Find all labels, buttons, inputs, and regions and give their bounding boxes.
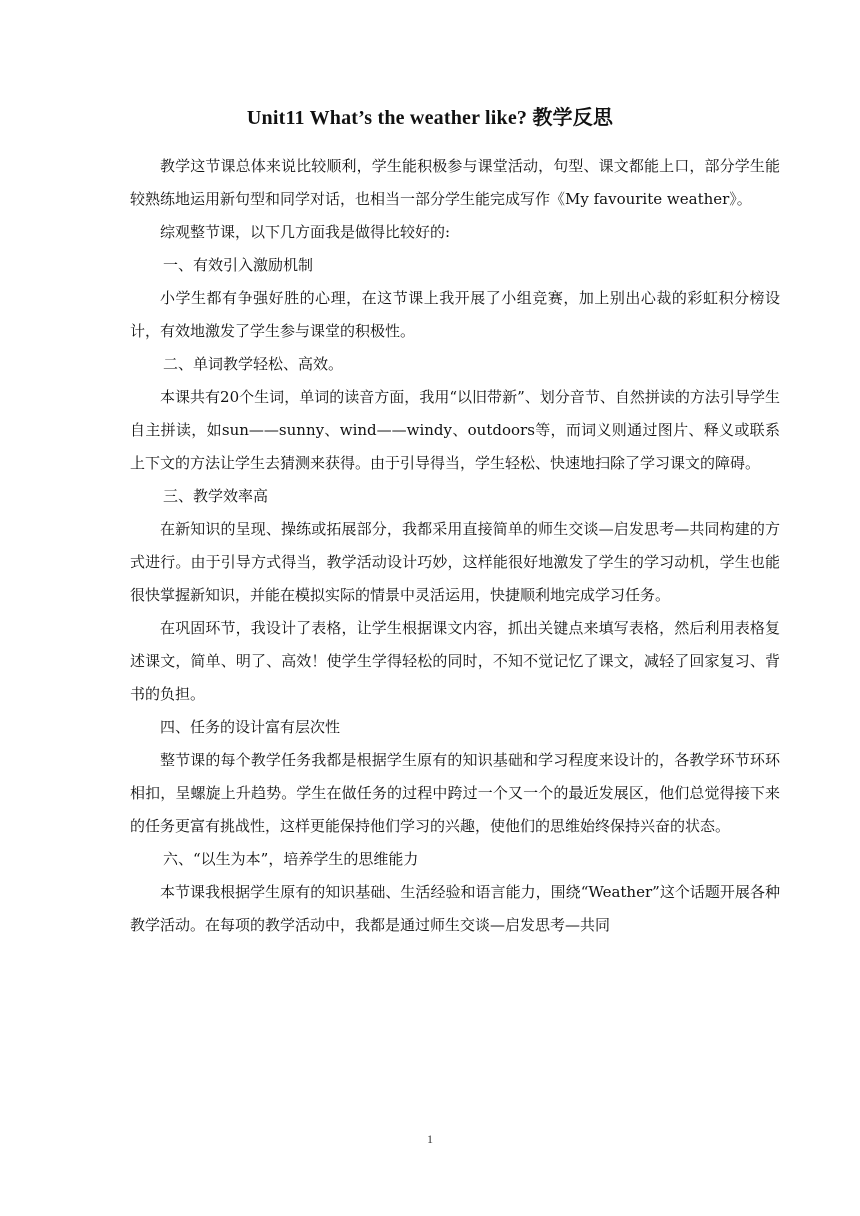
section-heading-1: 一、有效引入激励机制 xyxy=(163,256,314,274)
paragraph-section-4: 整节课的每个教学任务我都是根据学生原有的知识基础和学习程度来设计的，各教学环节环环相扣，呈螺旋上升趋势。学生在做任务的过程中跨过一个又一个的最近发展区，他们总觉得接下来的任务更富有挑战性，这样更能保持他们学习的兴趣，使他们的思维始终保持兴奋的状态。 xyxy=(130,751,780,835)
page-number: 1 xyxy=(427,1132,433,1146)
document-body xyxy=(130,150,780,942)
paragraph-section-2: 本课共有20个生词，单词的读音方面，我用“以旧带新”、划分音节、自然拼读的方法引导学生自主拼读，如sun——sunny、wind——windy、outdoors等，而词义则通过图片、释义或联系上下文的方法让学生去猜测来获得。由于引导得当，学生轻松、快速地扫除了学习课文的障碍。 xyxy=(130,388,780,472)
section-heading-2: 二、单词教学轻松、高效。 xyxy=(163,355,344,373)
paragraph-overview: 综观整节课，以下几方面我是做得比较好的: xyxy=(160,223,451,241)
paragraph-section-1: 小学生都有争强好胜的心理，在这节课上我开展了小组竞赛，加上别出心裁的彩虹积分榜设计，有效地激发了学生参与课堂的积极性。 xyxy=(130,289,780,340)
paragraph-section-6: 本节课我根据学生原有的知识基础、生活经验和语言能力，围绕“Weather”这个话题开展各种教学活动。在每项的教学活动中，我都是通过师生交谈—启发思考—共同 xyxy=(130,883,780,934)
document-title: Unit11 What’s the weather like? 教学反思 xyxy=(246,107,614,129)
paragraph-intro: 教学这节课总体来说比较顺利，学生能积极参与课堂活动，句型、课文都能上口，部分学生能较熟练地运用新句型和同学对话，也相当一部分学生能完成写作《My favourite weather》。 xyxy=(130,157,780,208)
paragraph-section-3a: 在新知识的呈现、操练或拓展部分，我都采用直接简单的师生交谈—启发思考—共同构建的方式进行。由于引导方式得当，教学活动设计巧妙，这样能很好地激发了学生的学习动机，学生也能很快掌握新知识，并能在模拟实际的情景中灵活运用，快捷顺利地完成学习任务。 xyxy=(130,520,780,604)
section-heading-4: 四、任务的设计富有层次性 xyxy=(160,718,341,736)
paragraph-section-3b: 在巩固环节，我设计了表格，让学生根据课文内容，抓出关键点来填写表格，然后利用表格复述课文，简单、明了、高效！使学生学得轻松的同时，不知不觉记忆了课文，减轻了回家复习、背书的负担。 xyxy=(130,619,780,703)
section-heading-3: 三、教学效率高 xyxy=(163,487,269,505)
section-heading-6: 六、“以生为本”，培养学生的思维能力 xyxy=(163,850,419,868)
